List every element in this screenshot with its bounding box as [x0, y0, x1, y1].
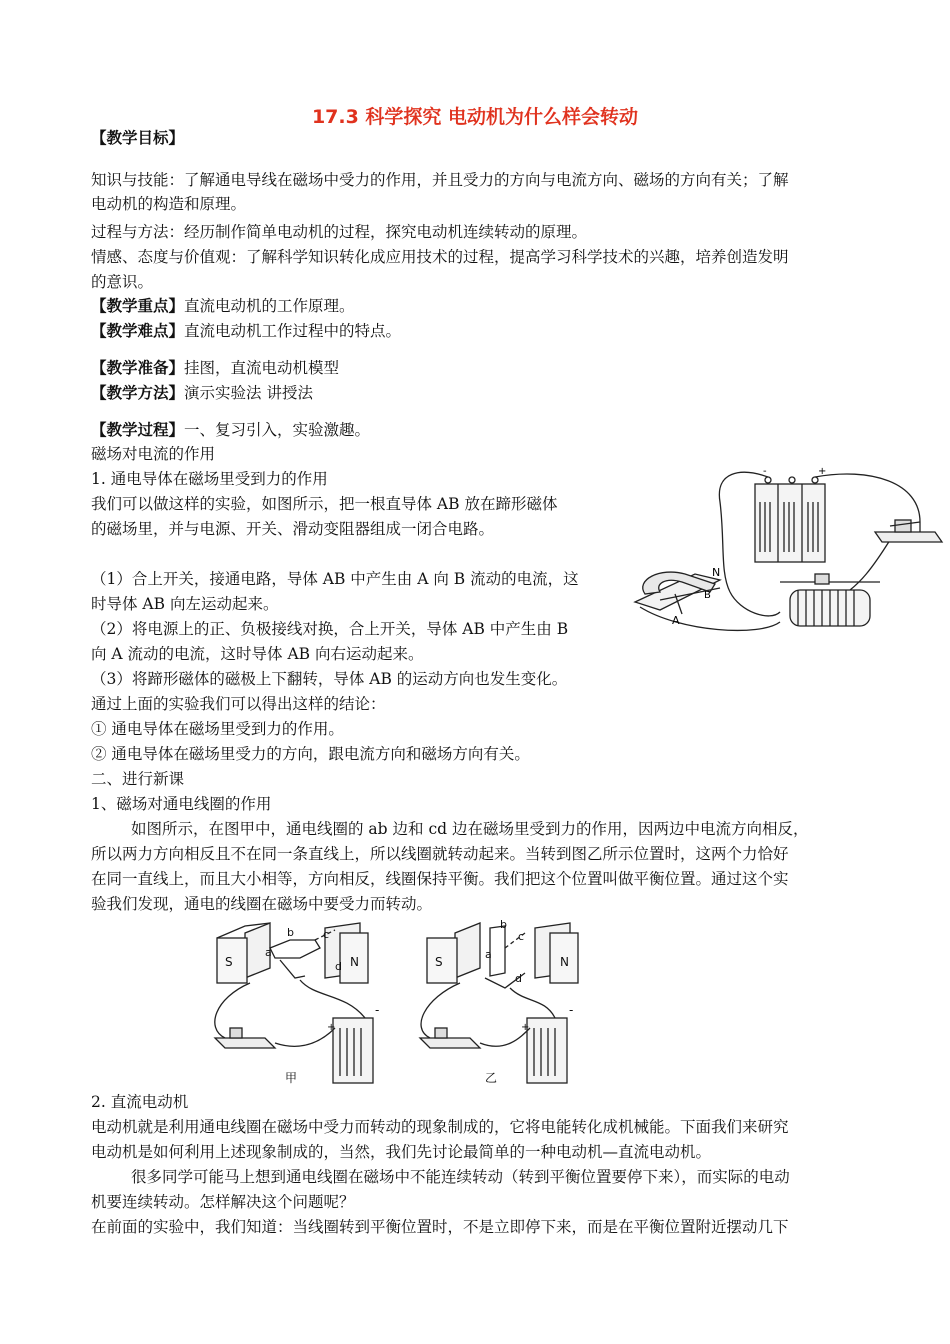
body-line: 1. 通电导体在磁场里受到力的作用 [91, 470, 328, 488]
page-title: 17.3 科学探究 电动机为什么样会转动 [311, 106, 639, 128]
body-line: 时导体 AB 向左运动起来。 [91, 595, 279, 613]
body-line: 电动机是如何利用上述现象制成的，当然，我们先讨论最简单的一种电动机—直流电动机。 [91, 1143, 712, 1161]
label-plus-yi: + [521, 1022, 530, 1033]
label-a-yi: a [485, 948, 492, 961]
label-b-jia: b [287, 926, 294, 939]
method [91, 383, 313, 403]
body-line: 电动机就是利用通电线圈在磁场中受力而转动的现象制成的，它将电能转化成机械能。下面我们来研究 [91, 1118, 789, 1136]
body-line: （1）合上开关，接通电路，导体 AB 中产生由 A 向 B 流动的电流，这 [91, 570, 579, 588]
section-heading: 二、进行新课 [91, 770, 185, 788]
body-line: 很多同学可能马上想到通电线圈在磁场中不能连续转动（转到平衡位置要停下来），而实际的电动 [131, 1168, 790, 1186]
emotion-line-2: 的意识。 [91, 273, 154, 291]
body-line: （2）将电源上的正、负极接线对换，合上开关，导体 AB 中产生由 B [91, 620, 569, 638]
conclusion-2: ② 通电导体在磁场里受力的方向，跟电流方向和磁场方向有关。 [91, 745, 530, 763]
key-text: 直流电动机的工作原理。 [184, 297, 355, 315]
circuit-figure [620, 462, 945, 640]
prep-label: 【教学准备】 [91, 358, 185, 377]
label-jia: 甲 [285, 1071, 298, 1085]
difficulty-label: 【教学难点】 [91, 321, 185, 340]
label-minus: - [763, 466, 767, 477]
label-b-yi: b [500, 918, 507, 931]
body-line: 机要连续转动。怎样解决这个问题呢？ [91, 1193, 355, 1211]
body-line: 在同一直线上，而且大小相等，方向相反，线圈保持平衡。我们把这个位置叫做平衡位置。通过这个实 [91, 870, 789, 888]
method-label: 【教学方法】 [91, 383, 185, 402]
label-yi: 乙 [485, 1071, 498, 1085]
label-d-jia: d [335, 960, 342, 973]
prep-text: 挂图，直流电动机模型 [184, 359, 340, 377]
preparation [91, 358, 339, 378]
body-line: 验我们发现，通电的线圈在磁场中要受力而转动。 [91, 895, 433, 913]
body-line: 如图所示，在图甲中，通电线圈的 ab 边和 cd 边在磁场里受到力的作用，因两边中电流方向相反， [131, 820, 809, 838]
body-line: （3）将蹄形磁体的磁极上下翻转，导体 AB 的运动方向也发生变化。 [91, 670, 568, 688]
process-objective: 过程与方法：经历制作简单电动机的过程，探究电动机连续转动的原理。 [91, 223, 588, 241]
body-line: 所以两力方向相反且不在同一条直线上，所以线圈就转动起来。当转到图乙所示位置时，这两个力恰好 [91, 845, 789, 863]
label-n-yi: N [560, 955, 569, 969]
label-s-jia: S [225, 955, 233, 969]
body-line: 我们可以做这样的实验，如图所示，把一根直导体 AB 放在蹄形磁体 [91, 495, 558, 513]
emotion-line-1: 情感、态度与价值观：了解科学知识转化成应用技术的过程，提高学习科学技术的兴趣，培养创造发明 [91, 248, 789, 266]
label-c-yi: c [518, 930, 525, 943]
method-text: 演示实验法 讲授法 [184, 384, 313, 402]
circuit-diagram [620, 462, 945, 640]
label-b: B [704, 590, 711, 601]
key-point [91, 296, 355, 316]
body-line: 的磁场里，并与电源、开关、滑动变阻器组成一闭合电路。 [91, 520, 495, 538]
process-text: 一、复习引入，实验激趣。 [184, 421, 371, 439]
label-plus: + [818, 466, 827, 477]
label-a: A [672, 614, 680, 627]
body-line: 通过上面的实验我们可以得出这样的结论： [91, 695, 386, 713]
conclusion-1: ① 通电导体在磁场里受到力的作用。 [91, 720, 344, 738]
key-label: 【教学重点】 [91, 296, 185, 315]
label-plus-jia: + [327, 1022, 336, 1033]
body-line: 在前面的实验中，我们知道：当线圈转到平衡位置时，不是立即停下来，而是在平衡位置附近摆动几下 [91, 1218, 789, 1236]
label-n: N [712, 566, 721, 579]
difficulty-text: 直流电动机工作过程中的特点。 [184, 322, 402, 340]
subsection-heading: 2. 直流电动机 [91, 1093, 189, 1111]
knowledge-line-1: 知识与技能：了解通电导线在磁场中受力的作用，并且受力的方向与电流方向、磁场的方向有关；了解 [91, 171, 789, 189]
label-s-yi: S [435, 955, 443, 969]
teaching-process [91, 420, 370, 440]
label-c-jia: c [323, 928, 330, 941]
objectives-heading: 【教学目标】 [91, 128, 185, 147]
difficulty-point [91, 321, 401, 341]
label-minus-jia: - [375, 1003, 380, 1017]
coil-figure [205, 918, 585, 1088]
label-n-jia: N [350, 955, 359, 969]
label-minus-yi: - [569, 1003, 574, 1017]
body-line: 向 A 流动的电流，这时导体 AB 向右运动起来。 [91, 645, 424, 663]
knowledge-line-2: 电动机的构造和原理。 [91, 195, 247, 213]
subsection-heading: 1、磁场对通电线圈的作用 [91, 795, 272, 813]
coil-diagram [205, 918, 585, 1088]
label-a-jia: a [265, 946, 272, 959]
process-label: 【教学过程】 [91, 420, 185, 439]
label-d-yi: d [515, 972, 522, 985]
body-line: 磁场对电流的作用 [91, 445, 216, 463]
